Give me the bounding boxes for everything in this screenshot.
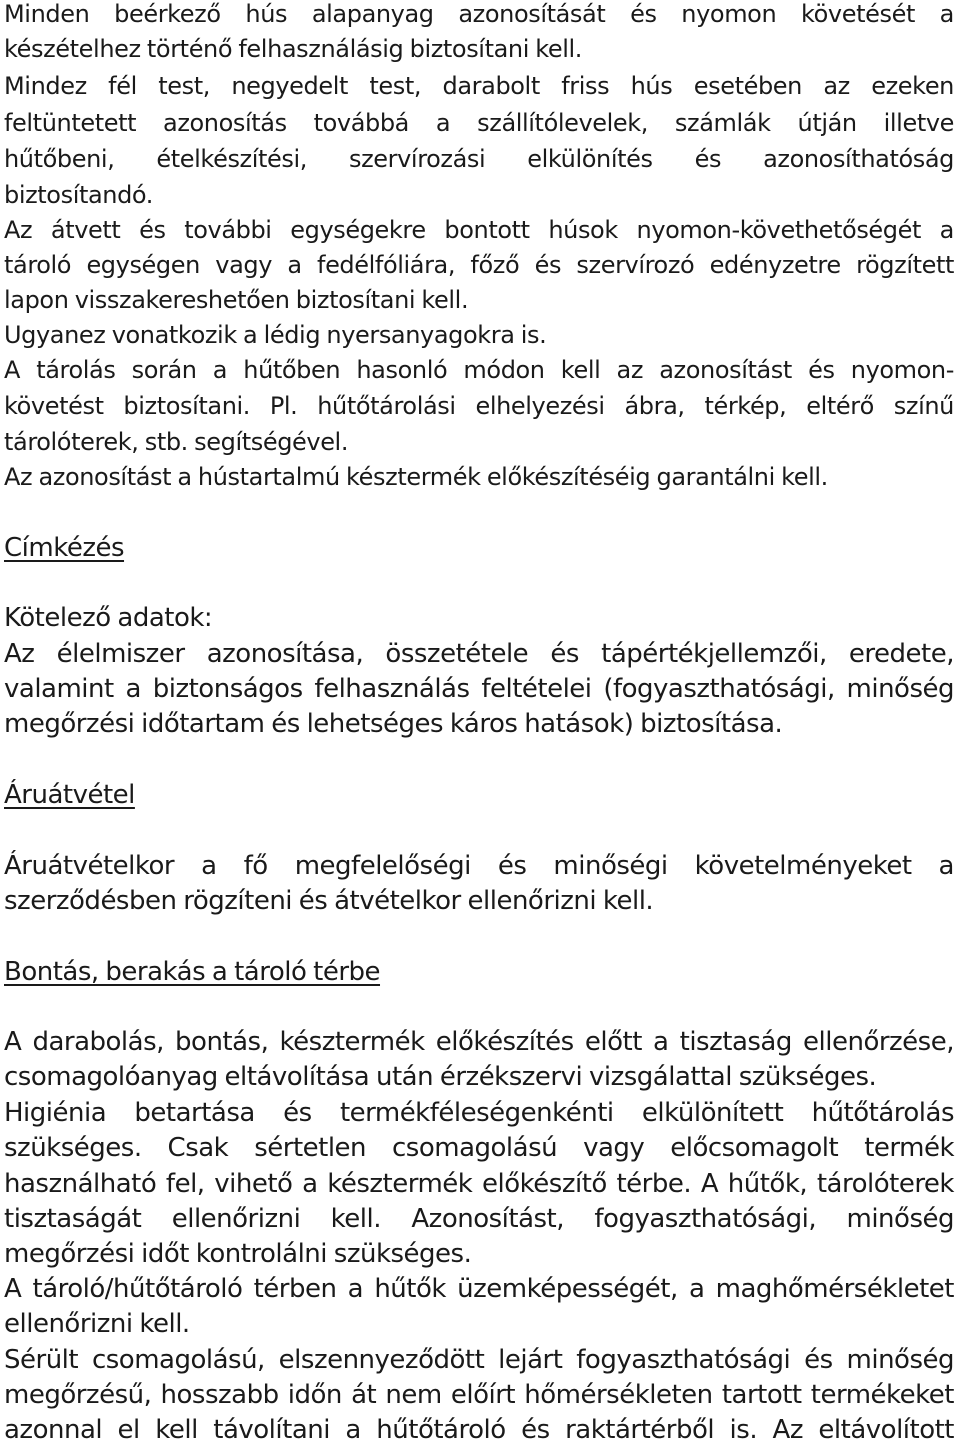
paragraph-line: követést biztosítani. Pl. hűtőtárolási elhelyezési ábra, térkép, eltérő színű: [4, 392, 954, 420]
paragraph-line: Ugyanez vonatkozik a lédig nyersanyagokra is.: [4, 321, 547, 349]
paragraph-line: Mindez fél test, negyedelt test, darabolt friss hús esetében az ezeken: [4, 72, 954, 100]
paragraph-line: lapon visszakereshetően biztosítani kell.: [4, 286, 469, 314]
section-heading-bontas: Bontás, berakás a tároló térbe: [4, 957, 381, 987]
paragraph-line: Az élelmiszer azonosítása, összetétele és tápértékjellemzői, eredete,: [4, 639, 954, 669]
paragraph-line: tisztaságát ellenőrizni kell. Azonosítást, fogyaszthatósági, minőség: [4, 1204, 954, 1234]
paragraph-line: Az átvett és további egységekre bontott húsok nyomon-követhetőségét a: [4, 216, 954, 244]
paragraph-line: ellenőrizni kell.: [4, 1309, 190, 1339]
section-heading-aruatvetel: Áruátvétel: [4, 780, 135, 810]
paragraph-line: Sérült csomagolású, elszennyeződött lejárt fogyaszthatósági és minőség: [4, 1345, 954, 1375]
paragraph-line: biztosítandó.: [4, 181, 154, 209]
paragraph-line: megőrzésű, hosszabb időn át nem előírt hőmérsékleten tartott termékeket: [4, 1380, 954, 1410]
paragraph-line: valamint a biztonságos felhasználás feltételei (fogyaszthatósági, minőség: [4, 674, 954, 704]
paragraph-line: Áruátvételkor a fő megfelelőségi és minőségi követelményeket a: [4, 851, 954, 881]
paragraph-line: A darabolás, bontás, késztermék előkészítés előtt a tisztaság ellenőrzése,: [4, 1027, 954, 1057]
paragraph-line: szükséges. Csak sértetlen csomagolású vagy előcsomagolt termék: [4, 1133, 954, 1163]
paragraph-line: A tároló/hűtőtároló térben a hűtők üzemképességét, a maghőmérsékletet: [4, 1274, 954, 1304]
paragraph-line: Az azonosítást a hústartalmú késztermék előkészítéséig garantálni kell.: [4, 463, 828, 491]
paragraph-line: szerződésben rögzíteni és átvételkor ellenőrizni kell.: [4, 886, 654, 916]
section-heading-cimkezes: Címkézés: [4, 533, 125, 563]
paragraph-line: Kötelező adatok:: [4, 603, 213, 633]
paragraph-line: készételhez történő felhasználásig biztosítani kell.: [4, 35, 582, 63]
paragraph-line: megőrzési időt kontrolálni szükséges.: [4, 1239, 472, 1269]
paragraph-line: A tárolás során a hűtőben hasonló módon kell az azonosítást és nyomon-: [4, 356, 954, 384]
paragraph-line: azonnal el kell távolítani a hűtőtároló és raktártérből is. Az eltávolított: [4, 1415, 954, 1445]
paragraph-line: csomagolóanyag eltávolítása után érzékszervi vizsgálattal szükséges.: [4, 1062, 877, 1092]
paragraph-line: megőrzési időtartam és lehetséges káros hatások) biztosítása.: [4, 709, 783, 739]
paragraph-line: tárolóterek, stb. segítségével.: [4, 428, 349, 456]
paragraph-line: Minden beérkező hús alapanyag azonosítását és nyomon követését a: [4, 0, 954, 28]
paragraph-line: tároló egységen vagy a fedélfóliára, főző és szervírozó edényzetre rögzített: [4, 251, 954, 279]
paragraph-line: használható fel, vihető a késztermék előkészítő térbe. A hűtők, tárolóterek: [4, 1169, 954, 1199]
paragraph-line: feltüntetett azonosítás továbbá a szállítólevelek, számlák útján illetve: [4, 109, 954, 137]
paragraph-line: Higiénia betartása és termékféleségenkénti elkülönített hűtőtárolás: [4, 1098, 954, 1128]
paragraph-line: hűtőbeni, ételkészítési, szervírozási elkülönítés és azonosíthatóság: [4, 145, 954, 173]
